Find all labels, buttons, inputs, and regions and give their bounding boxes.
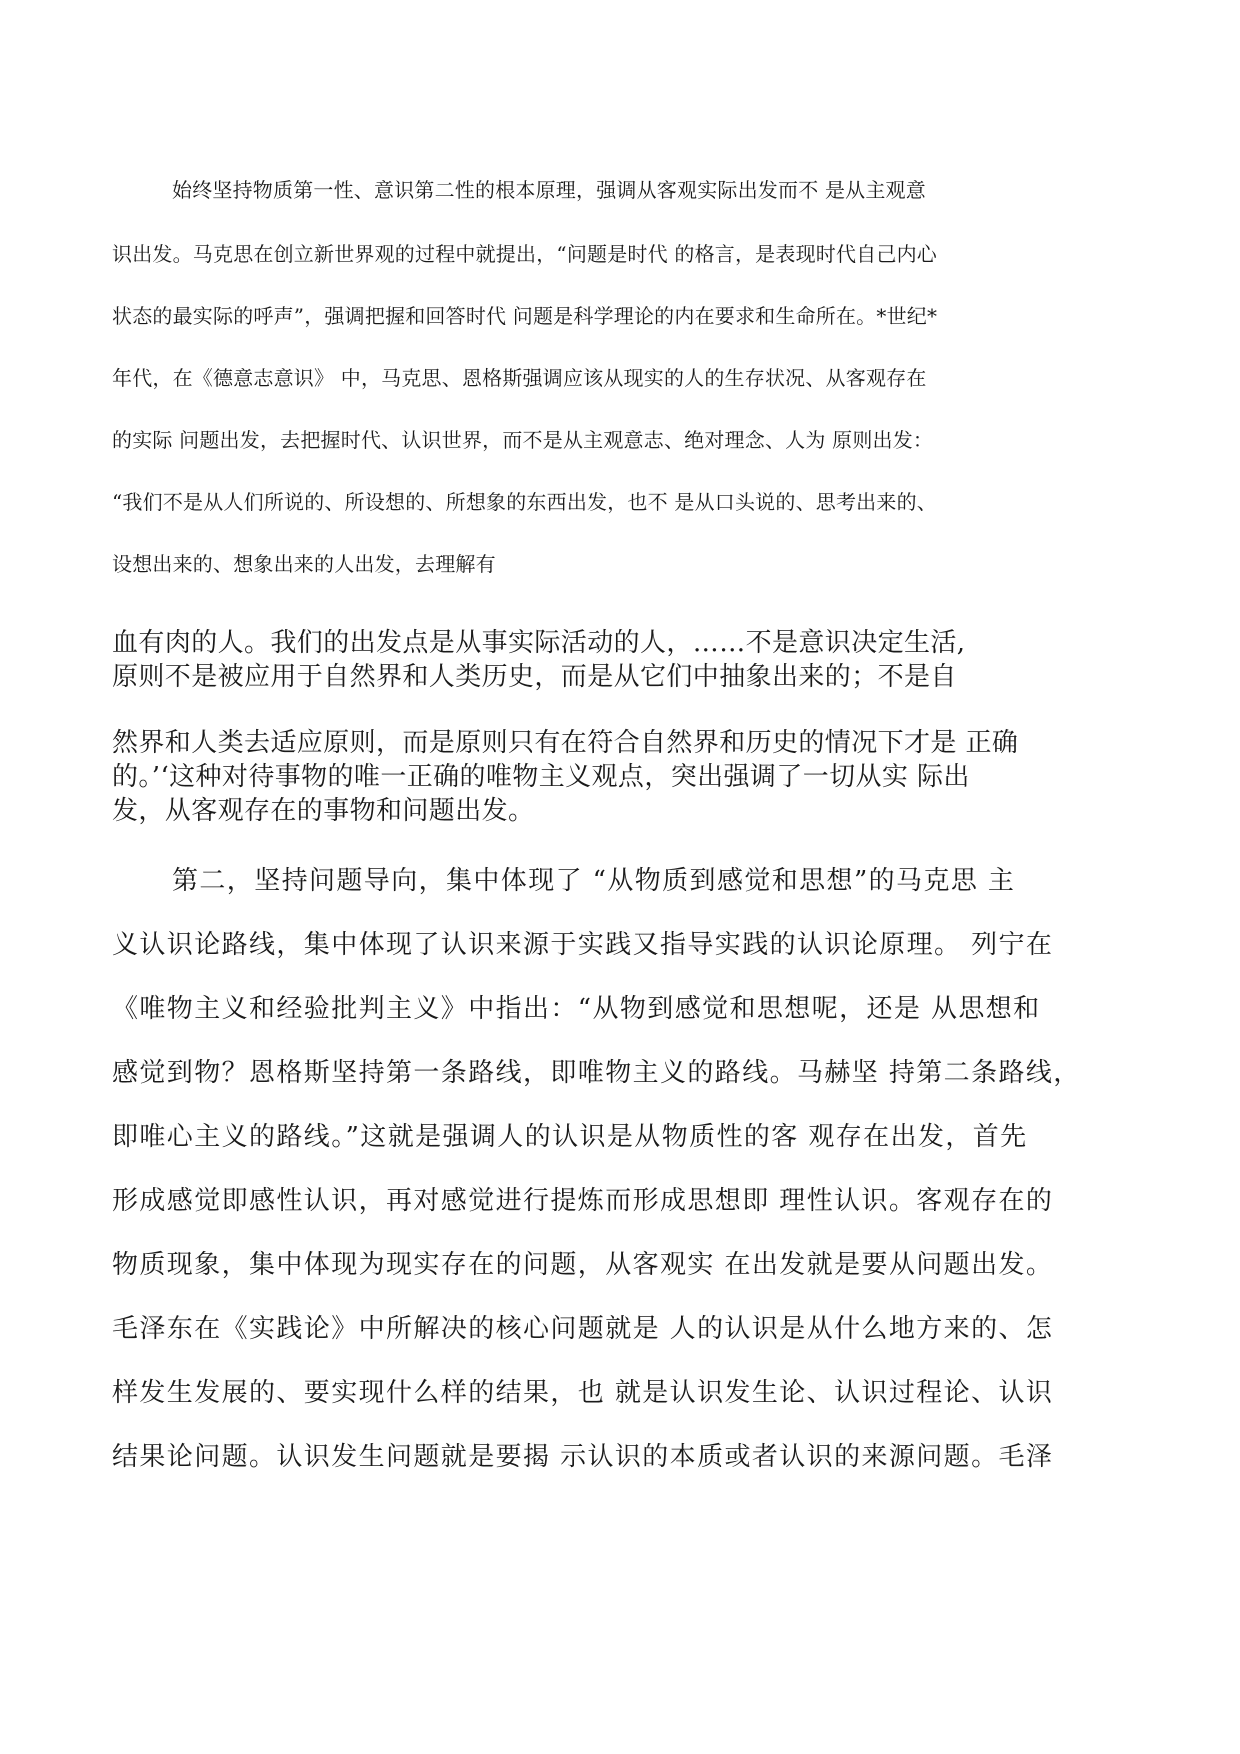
text-line: 血有肉的人。我们的出发点是从事实际活动的人，……不是意识决定生活, [112,628,966,658]
text-line: 然界和人类去适应原则，而是原则只有在符合自然界和历史的情况下才是 正确 [112,728,1019,758]
text-line: 第二，坚持问题导向，集中体现了 “从物质到感觉和思想”的马克思 主 [172,866,1016,896]
text-line: 样发生发展的、要实现什么样的结果，也 就是认识发生论、认识过程论、认识 [112,1378,1054,1408]
text-line: 的实际 问题出发，去把握时代、认识世界，而不是从主观意志、绝对理念、人为 原则出发： [112,428,934,452]
text-line: 《唯物主义和经验批判主义》中指出：“从物到感觉和思想呢，还是 从思想和 [112,994,1041,1024]
text-line: 发，从客观存在的事物和问题出发。 [112,796,535,826]
text-line: 物质现象，集中体现为现实存在的问题，从客观实 在出发就是要从问题出发。 [112,1250,1054,1280]
text-line: 识出发。马克思在创立新世界观的过程中就提出，“问题是时代 的格言，是表现时代自己内心 [112,242,937,266]
text-line: 即唯心主义的路线。”这就是强调人的认识是从物质性的客 观存在出发，首先 [112,1122,1028,1152]
text-line: 感觉到物？恩格斯坚持第一条路线，即唯物主义的路线。马赫坚 持第二条路线， [112,1058,1081,1088]
text-line: 原则不是被应用于自然界和人类历史，而是从它们中抽象出来的；不是自 [112,662,957,692]
text-line: 形成感觉即感性认识，再对感觉进行提炼而形成思想即 理性认识。客观存在的 [112,1186,1054,1216]
text-line: 设想出来的、想象出来的人出发，去理解有 [112,552,496,576]
text-line: 毛泽东在《实践论》中所解决的核心问题就是 人的认识是从什么地方来的、怎 [112,1314,1054,1344]
text-line: 状态的最实际的呼声”，强调把握和回答时代 问题是科学理论的内在要求和生命所在。*世纪* [112,304,938,328]
text-line: 年代，在《德意志意识》 中，马克思、恩格斯强调应该从现实的人的生存状况、从客观存在 [112,366,927,390]
text-line: “我们不是从人们所说的、所设想的、所想象的东西出发，也不 是从口头说的、思考出来的、 [112,490,937,514]
text-line: 义认识论路线，集中体现了认识来源于实践又指导实践的认识论原理。 列宁在 [112,930,1054,960]
text-line: 的。’‘这种对待事物的唯一正确的唯物主义观点，突出强调了一切从实 际出 [112,762,970,792]
text-line: 结果论问题。认识发生问题就是要揭 示认识的本质或者认识的来源问题。毛泽 [112,1442,1054,1472]
text-line: 始终坚持物质第一性、意识第二性的根本原理，强调从客观实际出发而不 是从主观意 [172,178,926,202]
